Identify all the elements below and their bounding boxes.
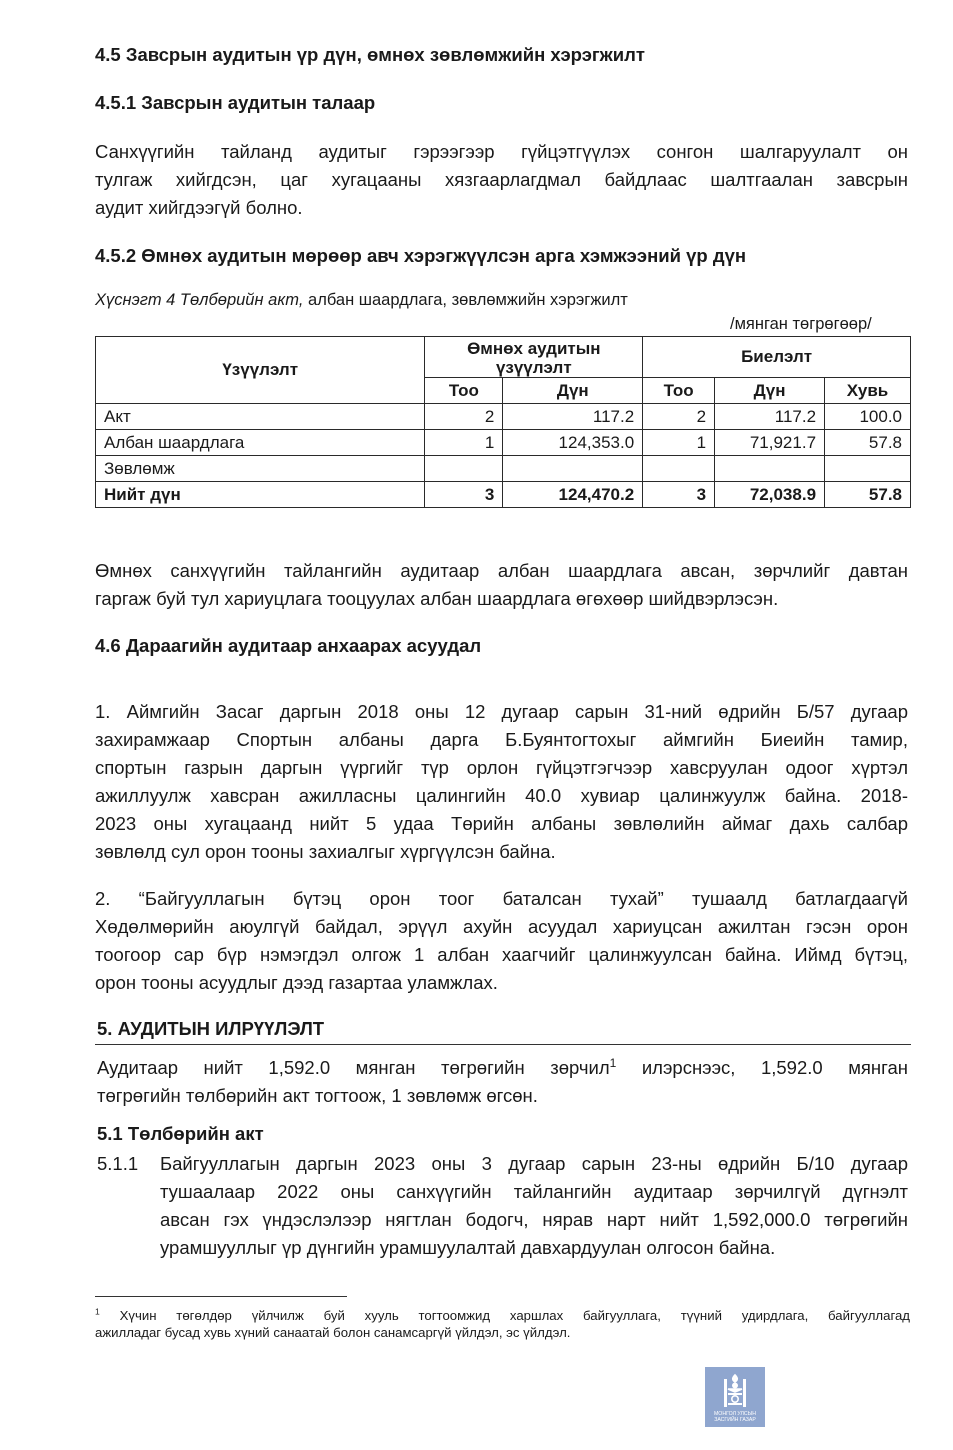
section-4-5-1-title: 4.5.1 Завсрын аудитын талаар xyxy=(95,92,376,113)
prev-amount-cell: 124,353.0 xyxy=(503,430,643,456)
paragraph-line: захирамжаар Спортын албаны дарга Б.Буянтогтохыг аймгийн Биеийн тамир, xyxy=(95,729,908,750)
footnote-number: 1 xyxy=(95,1306,100,1317)
total-label: Нийт дүн xyxy=(96,482,425,508)
row-label: Албан шаардлага xyxy=(96,430,425,456)
footnote-line: ажилладаг бусад хувь хүний санаатай болон санамсаргүй үйлдэл, эс үйлдэл. xyxy=(95,1325,571,1340)
paragraph-line: тушаалаар 2022 оны санхүүгийн тайлангийн аудитаар зөрчилгүй дүгнэлт xyxy=(160,1181,908,1202)
share-cell xyxy=(825,456,911,482)
paragraph-line: 2023 оны хугацаанд нийт 5 удаа Төрийн албаны зөвлөлийн аймаг дахь салбар xyxy=(95,813,908,834)
amount-cell: 71,921.7 xyxy=(715,430,825,456)
next-audit-item-2 xyxy=(95,885,908,997)
paragraph-line xyxy=(97,1054,908,1082)
header-prev-amount: Дүн xyxy=(503,378,643,404)
footnote-separator xyxy=(95,1296,347,1297)
footnote-ref: 1 xyxy=(609,1055,617,1070)
table-row xyxy=(96,456,911,482)
table-unit: /мянган төгрөгөөр/ xyxy=(730,315,872,333)
header-indicator: Үзүүлэлт xyxy=(96,337,425,404)
table-row xyxy=(96,404,911,430)
paragraph-line: Өмнөх санхүүгийн тайлангийн аудитаар албан шаардлага авсан, зөрчлийг давтан xyxy=(95,560,908,581)
after-table-paragraph xyxy=(95,557,908,613)
section-4-5-2-title: 4.5.2 Өмнөх аудитын мөрөөр авч хэрэгжүүлсэн арга хэмжээний үр дүн xyxy=(95,245,747,266)
footnote-text-1: Хүчин төгөлдөр үйлчилж буй хууль тогтоомжид харшлах байгууллага, түүний удирдлага, байгууллагад xyxy=(99,1308,910,1323)
footnote-line xyxy=(95,1307,910,1324)
paragraph-line: авсан гэх үндэслэлээр нягтлан бодогч, нярав нарт нийт 1,592,000.0 төгрөгийн xyxy=(160,1209,908,1230)
section-5-rule xyxy=(95,1044,911,1045)
logo-text-line: ЗАСГИЙН ГАЗАР xyxy=(714,1417,756,1423)
amount-cell xyxy=(715,456,825,482)
header-share: Хувь xyxy=(825,378,911,404)
paragraph-line: орон тооны асуудлыг дээд газартаа уламжлах. xyxy=(95,972,498,993)
paragraph-line: Хөдөлмөрийн аюулгүй байдал, эрүүл ахуйн асуудал хариуцсан ажилтан гэсэн орон xyxy=(95,916,908,937)
header-performance: Биелэлт xyxy=(643,337,911,378)
header-prev-audit: Өмнөх аудитын үзүүлэлт xyxy=(425,337,643,378)
total-prev-count: 3 xyxy=(425,482,503,508)
table-caption-italic: Хүснэгт 4 Төлбөрийн акт, xyxy=(95,291,304,309)
paragraph-line: аудит хийгдээгүй болно. xyxy=(95,197,303,218)
prev-count-cell: 1 xyxy=(425,430,503,456)
prev-amount-cell: 117.2 xyxy=(503,404,643,430)
findings-summary xyxy=(97,1054,908,1110)
paragraph-line: 1. Аймгийн Засаг даргын 2018 оны 12 дугаар сарын 31-ний өдрийн Б/57 дугаар xyxy=(95,701,908,722)
count-cell xyxy=(643,456,715,482)
paragraph-line: спортын газрын даргын үүргийг түр орлон гүйцэтгэгчээр хавсруулан одоог хүртэл xyxy=(95,757,908,778)
table-total-row xyxy=(96,482,911,508)
paragraph-line: урамшууллыг үр дүнгийн урамшуулалтай давхардуулан олгосон байна. xyxy=(160,1237,776,1258)
share-cell: 100.0 xyxy=(825,404,911,430)
footnote xyxy=(95,1307,910,1341)
row-label: Акт xyxy=(96,404,425,430)
total-prev-amount: 124,470.2 xyxy=(503,482,643,508)
paragraph-line: ажиллуулж хавсран ажилласны цалингийн 40.0 хувиар цалинжуулж байна. 2018- xyxy=(95,785,908,806)
header-amount: Дүн xyxy=(715,378,825,404)
prev-amount-cell xyxy=(503,456,643,482)
section-5-title: 5. АУДИТЫН ИЛРҮҮЛЭЛТ xyxy=(97,1018,325,1039)
total-count: 3 xyxy=(643,482,715,508)
recommendation-table xyxy=(95,336,911,508)
prev-count-cell xyxy=(425,456,503,482)
amount-cell: 117.2 xyxy=(715,404,825,430)
table-caption-rest: албан шаардлага, зөвлөмжийн хэрэгжилт xyxy=(303,291,628,309)
table-caption xyxy=(95,291,628,310)
summary-text-b: илэрснээс, 1,592.0 мянган xyxy=(616,1057,908,1078)
interim-audit-paragraph xyxy=(95,138,908,222)
soyombo-icon xyxy=(722,1373,748,1409)
table-row xyxy=(96,430,911,456)
summary-text-a: Аудитаар нийт 1,592.0 мянган төгрөгийн зөрчил xyxy=(97,1057,610,1078)
paragraph-line: тулгаж хийгдсэн, цаг хугацааны хязгаарлагдмал байдлаас шалтгаалан завсрын xyxy=(95,169,908,190)
total-amount: 72,038.9 xyxy=(715,482,825,508)
section-4-5-title: 4.5 Завсрын аудитын үр дүн, өмнөх зөвлөмжийн хэрэгжилт xyxy=(95,44,645,65)
row-label: Зөвлөмж xyxy=(96,456,425,482)
paragraph-line: тоогоор сар бүр нэмэгдэл олгож 1 албан хаагчийг цалинжуулсан байна. Иймд бүтэц, xyxy=(95,944,908,965)
paragraph-line: Байгууллагын даргын 2023 оны 3 дугаар сарын 23-ны өдрийн Б/10 дугаар xyxy=(160,1153,908,1174)
logo-text-line: МОНГОЛ УЛСЫН xyxy=(713,1411,757,1417)
government-logo xyxy=(705,1367,765,1427)
paragraph-line: Санхүүгийн тайланд аудитыг гэрээгээр гүйцэтгүүлэх сонгон шалгаруулалт он xyxy=(95,141,908,162)
payment-act-item xyxy=(160,1150,908,1262)
paragraph-line: 2. “Байгууллагын бүтэц орон тоог баталсан тухай” тушаалд батлагдаагүй xyxy=(95,888,908,909)
section-5-1-title: 5.1 Төлбөрийн акт xyxy=(97,1123,264,1144)
count-cell: 2 xyxy=(643,404,715,430)
item-number: 5.1.1 xyxy=(97,1153,139,1174)
share-cell: 57.8 xyxy=(825,430,911,456)
paragraph-line: гаргаж буй тул хариуцлага тооцуулах албан шаардлага өгөхөөр шийдвэрлэсэн. xyxy=(95,588,779,609)
logo-text xyxy=(714,1411,756,1423)
paragraph-line: зөвлөлд сул орон тооны захиалгыг хүргүүлсэн байна. xyxy=(95,841,556,862)
header-prev-count: Тоо xyxy=(425,378,503,404)
section-4-6-title: 4.6 Дараагийн аудитаар анхаарах асуудал xyxy=(95,635,482,656)
total-share: 57.8 xyxy=(825,482,911,508)
paragraph-line: төгрөгийн төлбөрийн акт тогтоож, 1 зөвлөмж өгсөн. xyxy=(97,1085,538,1106)
count-cell: 1 xyxy=(643,430,715,456)
prev-count-cell: 2 xyxy=(425,404,503,430)
header-count: Тоо xyxy=(643,378,715,404)
next-audit-item-1 xyxy=(95,698,908,866)
